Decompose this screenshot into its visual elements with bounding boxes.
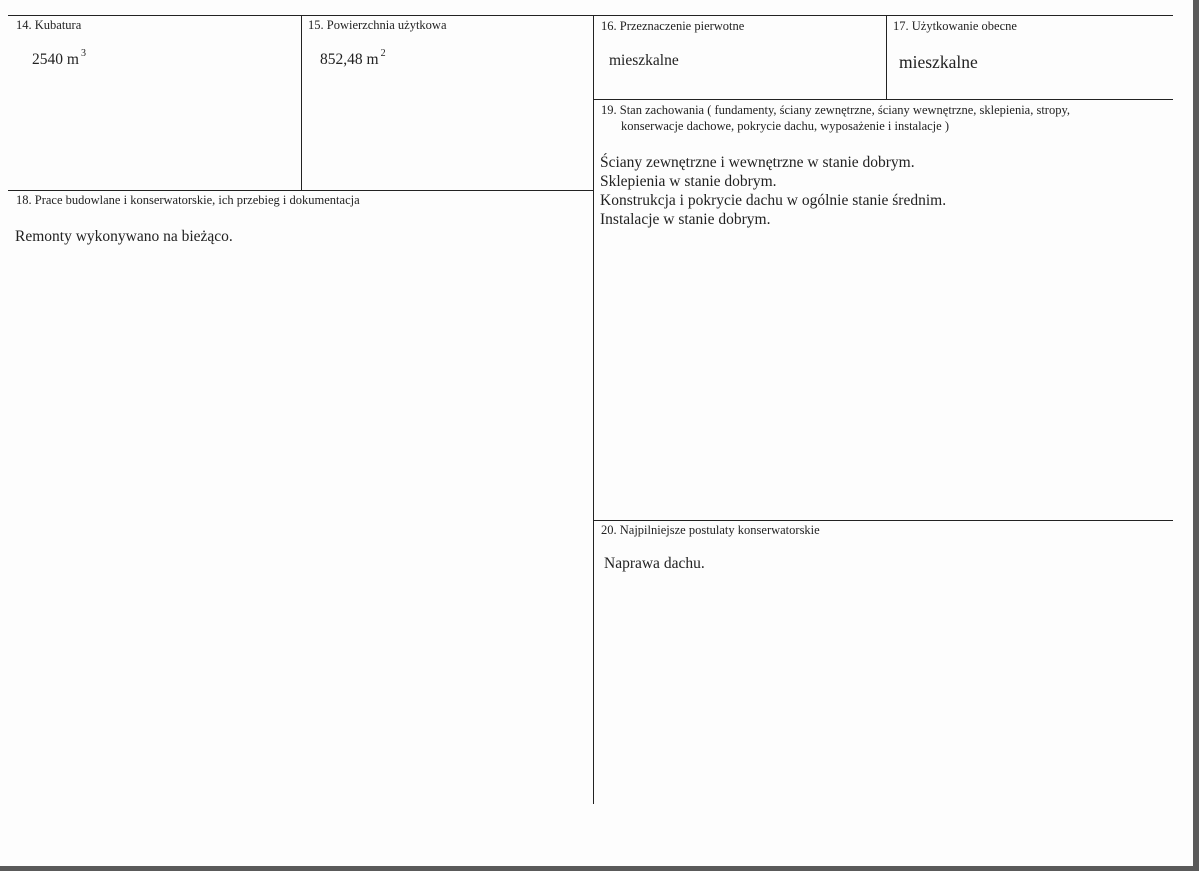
powierzchnia-exponent: 2 [380, 47, 386, 59]
stan-zachowania-label-line2: konserwacje dachowe, pokrycie dachu, wyposażenie i instalacje ) [621, 119, 949, 133]
powierzchnia-value [320, 47, 386, 69]
uzytkowanie-label: 17. Użytkowanie obecne [893, 19, 1017, 33]
stan-zachowania-line: Konstrukcja i pokrycie dachu w ogólnie stanie średnim. [600, 192, 947, 209]
powierzchnia-label: 15. Powierzchnia użytkowa [308, 18, 447, 32]
prace-budowlane-label: 18. Prace budowlane i konserwatorskie, ich przebieg i dokumentacja [16, 193, 360, 207]
przeznaczenie-label: 16. Przeznaczenie pierwotne [601, 19, 745, 33]
border-above-18 [8, 190, 593, 191]
border-above-20 [594, 520, 1173, 521]
kubatura-exponent: 3 [80, 47, 86, 59]
border-above-19 [594, 99, 1173, 100]
postulaty-label: 20. Najpilniejsze postulaty konserwatorskie [601, 523, 820, 537]
uzytkowanie-value: mieszkalne [899, 52, 978, 72]
stan-zachowania-line: Sklepienia w stanie dobrym. [600, 173, 777, 190]
top-border [8, 15, 1173, 16]
przeznaczenie-value: mieszkalne [609, 52, 679, 69]
kubatura-value [32, 47, 86, 69]
postulaty-value: Naprawa dachu. [604, 555, 705, 572]
divider-14-15 [301, 15, 302, 190]
kubatura-number: 2540 m [32, 51, 79, 68]
kubatura-label: 14. Kubatura [16, 18, 82, 32]
stan-zachowania-text [600, 153, 946, 229]
divider-left-right [593, 15, 594, 804]
stan-zachowania-label-line1: 19. Stan zachowania ( fundamenty, ściany zewnętrzne, ściany wewnętrzne, sklepienia, stropy, [601, 103, 1071, 117]
stan-zachowania-line: Ściany zewnętrzne i wewnętrzne w stanie dobrym. [600, 154, 915, 171]
powierzchnia-number: 852,48 m [320, 51, 379, 68]
prace-budowlane-value: Remonty wykonywano na bieżąco. [15, 228, 233, 245]
stan-zachowania-line: Instalacje w stanie dobrym. [600, 211, 771, 228]
divider-16-17 [886, 15, 887, 99]
